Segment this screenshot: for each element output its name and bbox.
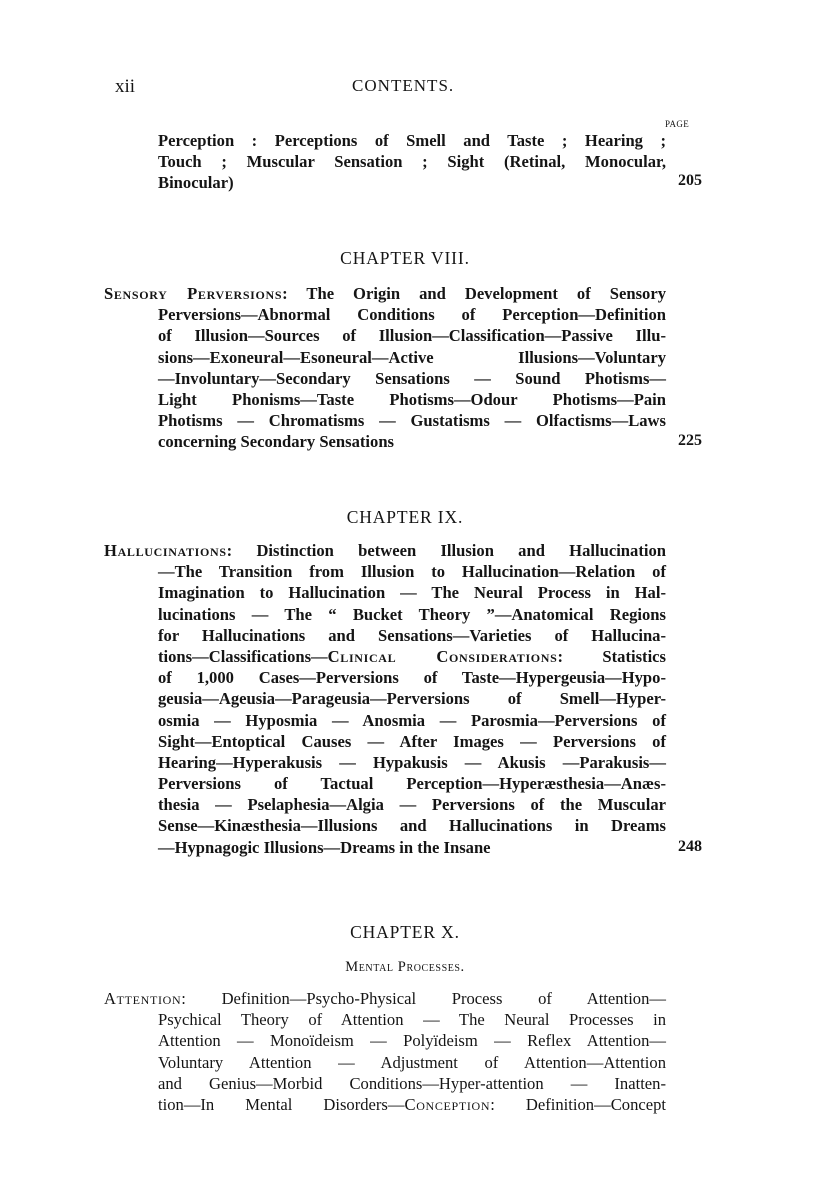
toc-line-text: : Statistics [557,646,666,666]
toc-entry-chapter-9 [104,540,666,858]
section-lead: Sensory Perversions [104,284,283,303]
toc-line [104,540,666,561]
toc-line-text: : Definition—Concept [490,1094,666,1114]
toc-line: of Illusion—Sources of Illusion—Classification—Passive Illu- [158,326,666,346]
toc-line: geusia—Ageusia—Parageusia—Perversions of Smell—Hyper- [158,689,666,709]
toc-entry-chapter-10 [104,988,666,1115]
toc-line: Photisms — Chromatisms — Gustatisms — Olfactisms—Laws [158,411,666,431]
toc-line: and Genius—Morbid Conditions—Hyper-attention — Inatten- [158,1073,666,1093]
toc-line: Hearing—Hyperakusis — Hypakusis — Akusis —Parakusis— [158,752,666,772]
chapter-heading: CHAPTER X. [350,922,460,942]
toc-line: thesia — Pselaphesia—Algia — Perversions of the Muscular [158,795,666,815]
section-lead: Clinical Considerations [327,646,558,666]
page-number: 225 [678,432,702,449]
page-column-label: PAGE [665,119,690,129]
toc-line: Light Phonisms—Taste Photisms—Odour Photisms—Pain [158,389,666,409]
section-subheading: Mental Processes. [345,959,465,975]
section-lead: Conception [404,1094,491,1114]
toc-line: Attention — Monoïdeism — Polyïdeism — Reflex Attention— [158,1031,666,1051]
toc-line [158,646,666,667]
page-number: 205 [678,172,702,189]
chapter-heading: CHAPTER VIII. [340,248,470,268]
toc-line: Voluntary Attention — Adjustment of Attention—Attention [158,1052,666,1072]
toc-entry-perception [158,130,666,194]
toc-line-text: tion—In Mental Disorders— [158,1094,405,1114]
toc-line-text: : Definition—Psycho-Physical Process of Attention— [181,989,666,1008]
section-lead: Hallucinations [104,541,227,560]
toc-line: —The Transition from Illusion to Hallucination—Relation of [158,562,666,582]
toc-line: Perversions of Tactual Perception—Hyperæsthesia—Anæs- [158,774,666,794]
toc-line: Imagination to Hallucination — The Neural Process in Hal- [158,583,666,603]
toc-entry-chapter-8 [104,283,666,453]
toc-line: Perversions—Abnormal Conditions of Perception—Definition [158,305,666,325]
toc-line: Psychical Theory of Attention — The Neural Processes in [158,1010,666,1030]
toc-line: lucinations — The “ Bucket Theory ”—Anatomical Regions [158,604,666,624]
running-title: CONTENTS. [352,76,455,95]
toc-line: for Hallucinations and Sensations—Varieties of Hallucina- [158,625,666,645]
toc-line: Sight—Entoptical Causes — After Images — Perversions of [158,731,666,751]
running-head [115,76,755,100]
toc-line [104,988,666,1009]
toc-line [104,283,666,304]
toc-line-text: tions—Classifications— [158,646,328,666]
page-folio: xii [115,76,136,97]
toc-line: Perception : Perceptions of Smell and Taste ; Hearing ; [158,131,666,150]
toc-line: Binocular) [158,173,234,193]
toc-line: Sense—Kinæsthesia—Illusions and Hallucinations in Dreams [158,816,666,836]
toc-line: of 1,000 Cases—Perversions of Taste—Hypergeusia—Hypo- [158,668,666,688]
chapter-heading: CHAPTER IX. [346,507,464,527]
toc-line: —Hypnagogic Illusions—Dreams in the Insane [158,837,491,857]
toc-line: concerning Secondary Sensations [158,432,395,452]
toc-line: sions—Exoneural—Esoneural—Active Illusions—Voluntary [158,347,666,367]
toc-line-text: : Distinction between Illusion and Hallucination [226,541,666,560]
toc-line [158,1094,666,1115]
toc-line: —Involuntary—Secondary Sensations — Sound Photisms— [158,368,666,388]
toc-line: osmia — Hyposmia — Anosmia — Parosmia—Perversions of [158,710,666,730]
toc-line: Touch ; Muscular Sensation ; Sight (Retinal, Monocular, [158,152,666,172]
section-lead: Attention [104,989,182,1008]
toc-line-text: : The Origin and Development of Sensory [282,284,666,303]
page-number: 248 [678,838,702,855]
